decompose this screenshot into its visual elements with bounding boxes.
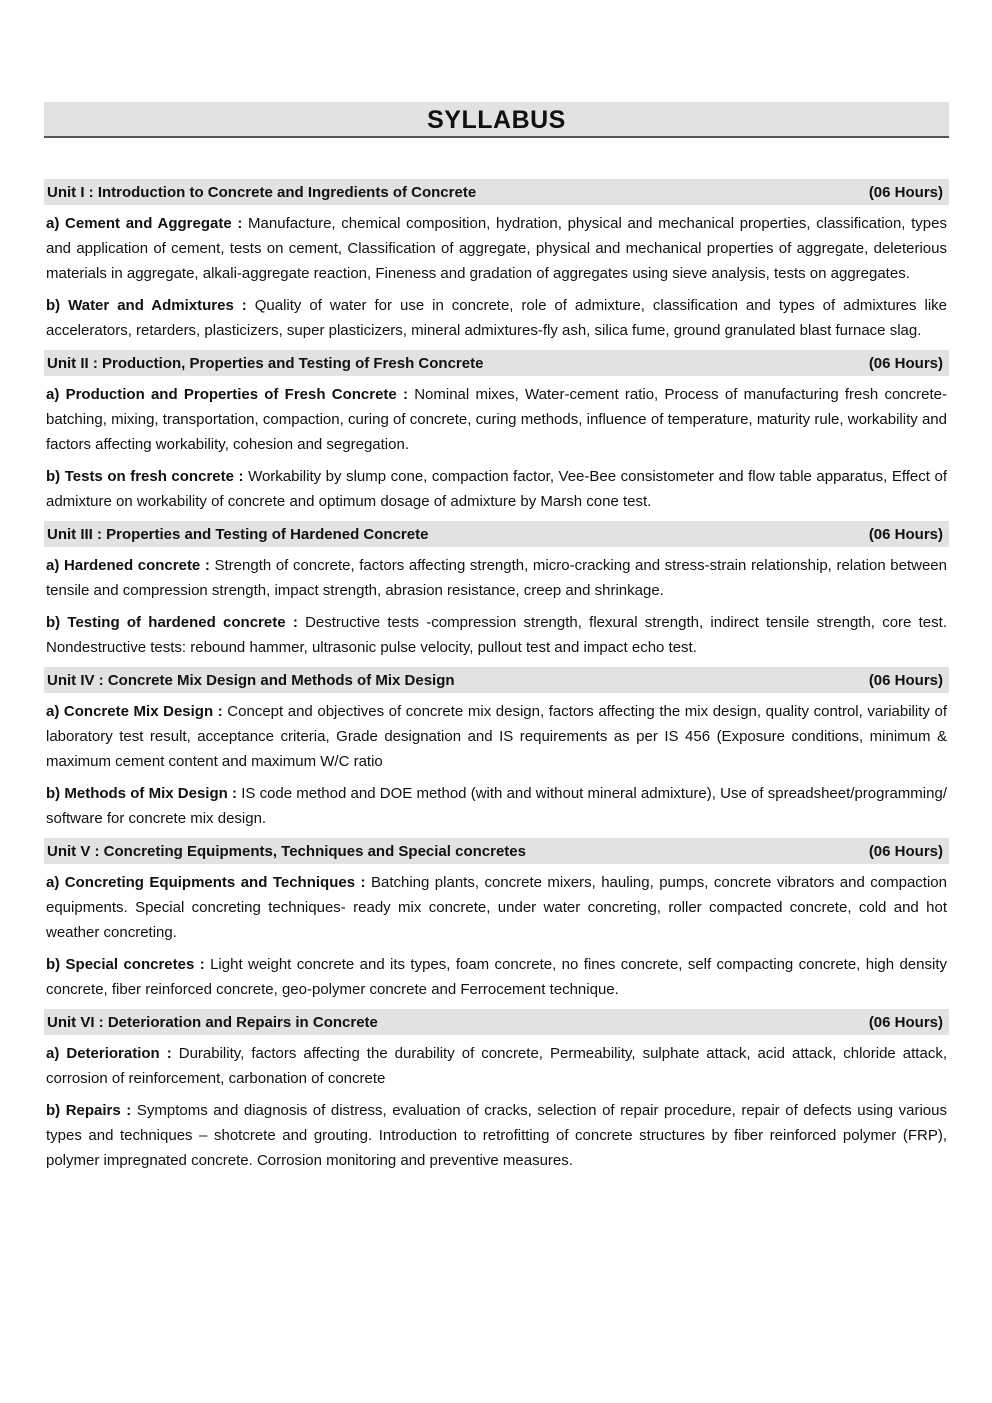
unit-hours: (06 Hours) bbox=[868, 1014, 943, 1031]
unit-title: Unit II : Production, Properties and Testing of Fresh Concrete bbox=[47, 355, 484, 372]
section-paragraph bbox=[44, 952, 949, 1002]
unit-hours: (06 Hours) bbox=[868, 526, 943, 543]
section-heading: a) Production and Properties of Fresh Concrete : bbox=[46, 386, 415, 403]
section-paragraph bbox=[44, 293, 949, 343]
section-paragraph bbox=[44, 1041, 949, 1091]
section-text: IS code method and DOE method (with and without mineral admixture), Use of spreadsheet/programming/ software for concrete mix design. bbox=[46, 785, 947, 827]
section-paragraph bbox=[44, 870, 949, 945]
section-heading: a) Cement and Aggregate : bbox=[46, 215, 249, 232]
section-text: Symptoms and diagnosis of distress, evaluation of cracks, selection of repair procedure, repair of defects using various types and techniques – shotcrete and grouting. Introduction to retrofitting of concrete structures by fiber reinforced polymer (FRP), polymer impregnated concrete. Corrosion monitoring and preventive measures. bbox=[46, 1102, 947, 1169]
section-paragraph bbox=[44, 211, 949, 286]
section-text: Destructive tests -compression strength, flexural strength, indirect tensile strength, core test. Nondestructive tests: rebound hammer, ultrasonic pulse velocity, pullout test and impact echo test. bbox=[46, 614, 947, 656]
section-heading: b) Testing of hardened concrete : bbox=[46, 614, 306, 631]
section-heading: b) Tests on fresh concrete : bbox=[46, 468, 249, 485]
unit-title: Unit IV : Concrete Mix Design and Methods of Mix Design bbox=[47, 672, 455, 689]
unit-header bbox=[44, 350, 949, 376]
unit-header bbox=[44, 521, 949, 547]
section-text: Strength of concrete, factors affecting strength, micro-cracking and stress-strain relationship, relation between tensile and compression strength, impact strength, abrasion resistance, creep and shrinkage. bbox=[46, 557, 947, 599]
section-paragraph bbox=[44, 464, 949, 514]
unit-hours: (06 Hours) bbox=[868, 355, 943, 372]
section-text: Light weight concrete and its types, foam concrete, no fines concrete, self compacting concrete, high density concrete, fiber reinforced concrete, geo-polymer concrete and Ferrocement technique. bbox=[46, 956, 947, 998]
section-text: Quality of water for use in concrete, role of admixture, classification and types of admixtures like accelerators, retarders, plasticizers, super plasticizers, mineral admixtures-fly ash, silica fume, ground granulated blast furnace slag. bbox=[46, 297, 947, 339]
section-text: Concept and objectives of concrete mix design, factors affecting the mix design, quality control, variability of laboratory test result, acceptance criteria, Grade designation and IS requirements as per IS 456 (Exposure conditions, minimum & maximum cement content and maximum W/C ratio bbox=[46, 703, 947, 770]
section-heading: a) Hardened concrete : bbox=[46, 557, 215, 574]
section-heading: a) Concreting Equipments and Techniques : bbox=[46, 874, 371, 891]
section-heading: b) Methods of Mix Design : bbox=[46, 785, 242, 802]
section-heading: a) Deterioration : bbox=[46, 1045, 179, 1062]
section-heading: b) Special concretes : bbox=[46, 956, 211, 973]
section-paragraph bbox=[44, 553, 949, 603]
section-paragraph bbox=[44, 781, 949, 831]
section-paragraph bbox=[44, 382, 949, 457]
unit-title: Unit VI : Deterioration and Repairs in Concrete bbox=[47, 1014, 378, 1031]
section-paragraph bbox=[44, 699, 949, 774]
unit-title: Unit III : Properties and Testing of Hardened Concrete bbox=[47, 526, 429, 543]
unit-title: Unit V : Concreting Equipments, Techniques and Special concretes bbox=[47, 843, 526, 860]
section-heading: b) Repairs : bbox=[46, 1102, 137, 1119]
section-paragraph bbox=[44, 610, 949, 660]
section-text: Workability by slump cone, compaction factor, Vee-Bee consistometer and flow table apparatus, Effect of admixture on workability of concrete and optimum dosage of admixture by Marsh cone test. bbox=[46, 468, 948, 510]
section-text: Manufacture, chemical composition, hydration, physical and mechanical properties, classification, types and application of cement, tests on cement, Classification of aggregate, physical and mechanical properties of aggregate, deleterious materials in aggregate, alkali-aggregate reaction, Fineness and gradation of aggregates using sieve analysis, tests on aggregates. bbox=[46, 215, 947, 282]
unit-title: Unit I : Introduction to Concrete and Ingredients of Concrete bbox=[47, 184, 477, 201]
section-heading: a) Concrete Mix Design : bbox=[46, 703, 228, 720]
section-paragraph bbox=[44, 1098, 949, 1173]
unit-hours: (06 Hours) bbox=[868, 843, 943, 860]
section-heading: b) Water and Admixtures : bbox=[46, 297, 255, 314]
unit-header bbox=[44, 1009, 949, 1035]
page-title: SYLLABUS bbox=[44, 102, 949, 138]
section-text: Nominal mixes, Water-cement ratio, Process of manufacturing fresh concrete-batching, mixing, transportation, compaction, curing of concrete, curing methods, influence of temperature, maturity rule, workability and factors affecting workability, cohesion and segregation. bbox=[46, 386, 947, 453]
syllabus-page bbox=[44, 102, 949, 1180]
section-text: Durability, factors affecting the durability of concrete, Permeability, sulphate attack, acid attack, chloride attack, corrosion of reinforcement, carbonation of concrete bbox=[46, 1045, 947, 1087]
unit-header bbox=[44, 838, 949, 864]
unit-hours: (06 Hours) bbox=[868, 184, 943, 201]
unit-hours: (06 Hours) bbox=[868, 672, 943, 689]
section-text: Batching plants, concrete mixers, hauling, pumps, concrete vibrators and compaction equipments. Special concreting techniques- ready mix concrete, under water concreting, roller compacted concrete, cold and hot weather concreting. bbox=[46, 874, 947, 941]
unit-header bbox=[44, 179, 949, 205]
unit-header bbox=[44, 667, 949, 693]
